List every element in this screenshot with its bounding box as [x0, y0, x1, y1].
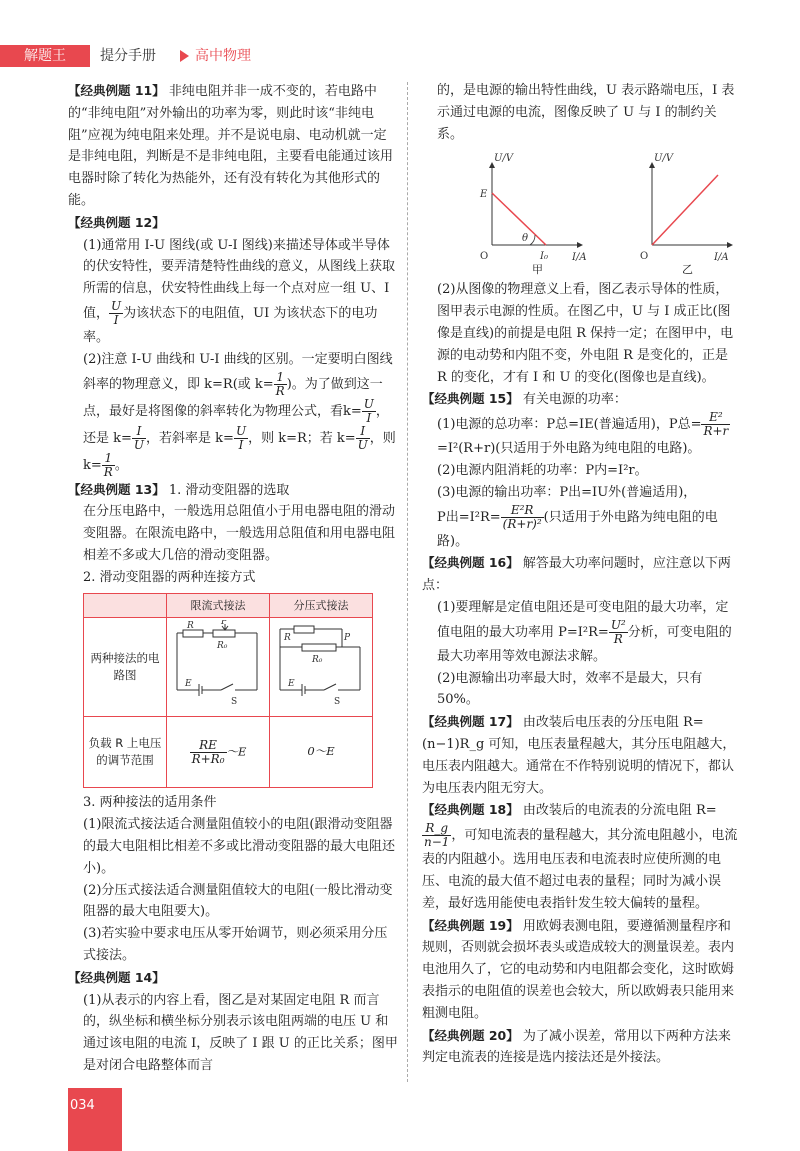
svg-text:R₀: R₀ — [217, 641, 228, 652]
example-label: 【经典例题 13】 — [68, 481, 165, 497]
example-17 — [422, 711, 740, 799]
subheading: 3. 两种接法的适用条件 — [83, 795, 217, 811]
text: 为该状态下的电阻值，UI 为该状态下的电功率。 — [83, 305, 378, 345]
divider-circuit-diagram — [270, 618, 373, 717]
svg-text:R₀: R₀ — [312, 655, 323, 666]
paragraph: 在分压电路中，一般选用总阻值小于用电器电阻的滑动变阻器。在限流电路中，一般选用总阻值和用电器电阻相差不多或大几倍的滑动变阻器。 — [83, 504, 396, 563]
caption: 乙 — [682, 263, 693, 277]
svg-text:R: R — [187, 621, 194, 632]
example-11 — [68, 80, 398, 212]
example-15 — [422, 388, 740, 411]
subheading: 2. 滑动变阻器的两种连接方式 — [83, 569, 256, 585]
origin-label: O — [640, 251, 649, 263]
origin-label: O — [480, 251, 489, 263]
example-13 — [68, 479, 398, 502]
example-18: 【经典例题 18】 由改装后的电流表的分流电阻 R= $\frac{R\_g}{n-1}$ ，可知电流表的量程越大，其分流电阻越小，电流表的内阻越小。选用电压表和电流表时应使所测的电压、电流的最大值不超过电表的量程；同时为减小误差，最好选用能使电表指针发生较大偏转的量程。 — [422, 802, 738, 911]
paragraph: (2)分压式接法适合测量阻值较大的电阻(一般比滑动变阻器的最大电阻要大)。 — [83, 882, 393, 920]
rheostat-table — [83, 593, 373, 789]
text: 为了减小误差，常用以下两种方法来判定电流表的连接是选内接法还是外接法。 — [422, 1028, 731, 1066]
row-header: 负载 R 上电压的调节范围 — [84, 717, 167, 788]
example-label: 【经典例题 17】 — [422, 714, 519, 730]
text: (1)通常用 I-U 图线(或 U-I 图线)来描述导体或半导体的伏安特性，要弄清楚特性曲线的意义，从图线上获取所需的信息，伏安特性曲线上每一个点对应一组 U、I 值， — [83, 237, 396, 321]
example-12 — [68, 212, 398, 235]
subheading: 1. 滑动变阻器的选取 — [168, 482, 290, 498]
paragraph: (2)从图像的物理意义上看，图乙表示导体的性质，图甲表示电源的性质。在图乙中，U 与 I 成正比(图像是直线)的前提是电阻 R 保持一定；在图甲中，电源的电动势和内阻不变，外电阻 R 是变化的，正是 R 的变化，才有 I 和 U 的变化(图像也是直线)。 — [437, 282, 734, 385]
svg-text:S: S — [231, 697, 238, 707]
svg-text:E: E — [185, 679, 192, 690]
circuit-icon — [169, 620, 267, 706]
axis-label: I/A — [572, 252, 587, 264]
table-cell: 0～E — [270, 717, 373, 788]
example-label: 【经典例题 11】 — [68, 83, 165, 98]
graph-figures — [422, 145, 740, 263]
example-label: 【经典例题 14】 — [68, 969, 165, 985]
axis-label: U/V — [654, 153, 674, 165]
example-label: 【经典例题 18】 — [422, 802, 519, 818]
axis-label: U/V — [494, 153, 514, 165]
table-cell: $\frac{RE}{\text{R+R₀}}$ ～E — [167, 717, 270, 788]
axis-label: I/A — [714, 252, 729, 264]
limiting-circuit-diagram — [167, 618, 270, 717]
paragraph: (3)电源的输出功率：P出=IU外(普遍适用)， — [437, 484, 697, 500]
right-column — [422, 80, 740, 1069]
book-title: 提分手册 — [100, 48, 156, 64]
example-label: 【经典例题 12】 — [68, 214, 165, 230]
play-arrow-icon — [180, 50, 189, 62]
circuit-icon — [272, 620, 370, 706]
theta-label: θ — [522, 233, 529, 245]
caption: 甲 — [532, 263, 543, 277]
graph-captions — [422, 263, 740, 279]
subject-title: 高中物理 — [195, 48, 251, 64]
example-20 — [422, 1025, 740, 1070]
paragraph: 的，是电源的输出特性曲线，U 表示路端电压，I 表示通过电源的电流，图像反映了 U 与 I 的制约关系。 — [437, 83, 735, 142]
svg-text:P: P — [221, 620, 228, 628]
page-header — [0, 45, 800, 67]
paragraph: P出=I²R= $\frac{\text{E²R}}{\text{(R+r)²}}$ (只适用于外电路为纯电阻的电路)。 — [437, 502, 718, 549]
text: 解答最大功率问题时，应注意以下两点： — [422, 556, 731, 594]
paragraph: (1)从表示的内容上看，图乙是对某固定电阻 R 而言的，纵坐标和横坐标分别表示该电阻两端的电压 U 和通过该电阻的电流 I，反映了 I 跟 U 的正比关系；图甲是对闭合电路整体而言 — [83, 992, 398, 1073]
paragraph: (1)要理解是定值电阻还是可变电阻的最大功率，定值电阻的最大功率用 P=I²R= $\frac{\text{U²}}{R}$ 分析，可变电阻的最大功率用等效电源法求解。 — [437, 599, 732, 664]
graph-line-b — [652, 175, 718, 245]
svg-text:S: S — [334, 697, 341, 707]
paragraph — [68, 235, 398, 349]
text: 用欧姆表测电阻，要遵循测量程序和规则，否则就会损坏表头或造成较大的测量误差。表内电池用久了，它的电动势和内电阻都会变化，这时欧姆表指示的电阻值的误差也会较大，所以欧姆表只能用来粗测电阻。 — [422, 918, 735, 1021]
paragraph: (2)电源内阻消耗的功率：P内=I²r。 — [437, 462, 648, 478]
i0-label: I₀ — [540, 251, 548, 263]
svg-text:E: E — [288, 679, 295, 690]
example-text: 非纯电阻并非一成不变的，若电路中的“非纯电阻”对外输出的功率为零，则此时该“非纯电阻”应视为纯电阻来处理。并不是说电扇、电动机就一定是非纯电阻，判断是不是非纯电阻，主要看电能通过该用电器时除了转化为热能外，还有没有转化为其他形式的能。 — [68, 84, 394, 208]
example-19 — [422, 915, 740, 1025]
example-label: 【经典例题 20】 — [422, 1027, 519, 1043]
paragraph: (1)限流式接法适合测量阻值较小的电阻(跟滑动变阻器的最大电阻相比相差不多或比滑动变阻器的最大电阻还小)。 — [83, 817, 396, 876]
column-header: 限流式接法 — [167, 593, 270, 618]
example-label: 【经典例题 19】 — [422, 917, 519, 933]
paragraph: (1)电源的总功率：P总=IE(普遍适用)，P总= $\frac{\text{E²}}{R+r}$ =I²(R+r)(只适用于外电路为纯电阻的电路)。 — [437, 410, 729, 457]
brand-label: 解题王 — [0, 45, 90, 67]
text: 有关电源的功率： — [522, 392, 627, 408]
table-corner — [84, 593, 167, 618]
example-16 — [422, 552, 740, 597]
paragraph: (3)若实验中要求电压从零开始调节，则必须采用分压式接法。 — [83, 926, 388, 963]
page-number: 034 — [70, 1098, 95, 1113]
ui-graphs — [422, 145, 740, 263]
column-header: 分压式接法 — [270, 593, 373, 618]
example-label: 【经典例题 15】 — [422, 391, 519, 407]
fraction: $\frac{U}{I}$ — [111, 298, 122, 327]
column-divider — [407, 82, 408, 1082]
example-label: 【经典例题 16】 — [422, 555, 519, 571]
row-header: 两种接法的电路图 — [84, 618, 167, 717]
example-14 — [68, 967, 398, 990]
svg-text:P: P — [344, 633, 351, 644]
graph-line-a — [492, 193, 546, 245]
text: 由改装后电压表的分压电阻 R=(n−1)R_g 可知，电压表量程越大，其分压电阻越大，电压表内阻越大。通常在不作特别说明的情况下，都认为电压表内阻无穷大。 — [422, 715, 736, 796]
svg-text:R: R — [284, 633, 291, 644]
paragraph: (2)注意 I-U 曲线和 U-I 曲线的区别。一定要明白图线斜率的物理意义，即 k=R(或 k= $\frac{1}{R}$ )。为了做到这一点，最好是将图像的斜率转化为物理公式，看k= $\frac{U}{I}$ ，还是 k= $\frac{I}{U}$ ，若斜率是 k= $\frac{U}{I}$ ，则 k=R；若 k= $\frac{I}{U}$ ，则 k= $\frac{1}{R}$ 。 — [83, 351, 396, 479]
e-label: E — [480, 189, 488, 201]
paragraph: (2)电源输出功率最大时，效率不是最大，只有 50%。 — [437, 670, 703, 708]
left-column — [68, 80, 398, 1077]
